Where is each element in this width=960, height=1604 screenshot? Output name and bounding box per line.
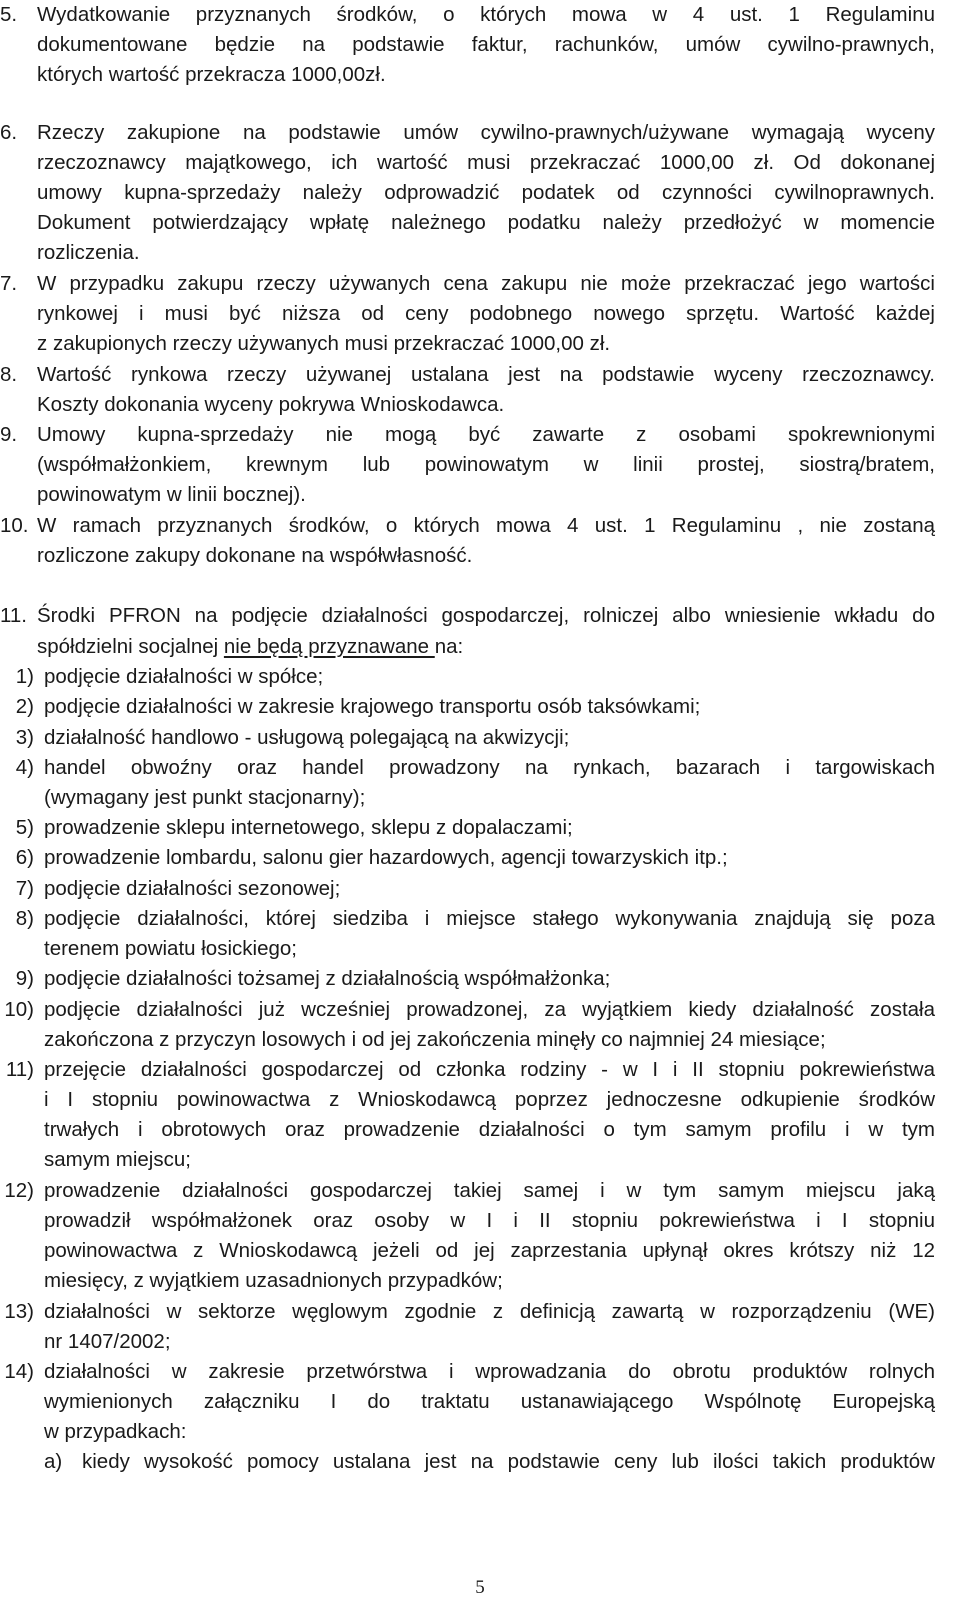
item-text-line: Rzeczy zakupione na podstawie umów cywilno-prawnych/używane wymagają wyceny — [37, 121, 935, 144]
item-number: 14) — [4, 1360, 34, 1383]
page-number: 5 — [475, 1577, 485, 1598]
item-text-line: prowadzenie działalności gospodarczej takiej samej i w tym samym miejscu jaką — [44, 1179, 935, 1202]
item-number: 9) — [15, 967, 34, 990]
item-text-line — [37, 632, 463, 662]
item-text-line: W ramach przyznanych środków, o których mowa 4 ust. 1 Regulaminu , nie zostaną — [37, 514, 935, 537]
item-text-line: trwałych i obrotowych oraz prowadzenie działalności o tym samym profilu i w tym — [44, 1118, 935, 1141]
item-number: 1) — [15, 665, 34, 688]
item-text-line: Dokument potwierdzający wpłatę należnego podatku należy przedłożyć w momencie — [37, 211, 935, 234]
item-number: 2) — [15, 695, 34, 718]
item-text-line: powinowatym w linii bocznej). — [37, 483, 306, 506]
item-text-line: W przypadku zakupu rzeczy używanych cena zakupu nie może przekraczać jego wartości — [37, 272, 935, 295]
item-text-line: zakończona z przyczyn losowych i od jej zakończenia minęły co najmniej 24 miesiące; — [44, 1028, 826, 1051]
item-text-line: których wartość przekracza 1000,00zł. — [37, 63, 386, 86]
item-text-line: w przypadkach: — [44, 1420, 187, 1443]
item-text-line: rozliczone zakupy dokonane na współwłasność. — [37, 544, 473, 567]
item-text-line: i I stopniu powinowactwa z Wnioskodawcą poprzez jednoczesne odkupienie środków — [44, 1088, 935, 1111]
item-text-line: samym miejscu; — [44, 1148, 191, 1171]
item-text-line: prowadzenie sklepu internetowego, sklepu z dopalaczami; — [44, 816, 573, 839]
item-number: 13) — [4, 1300, 34, 1323]
item-text-line: Wartość rynkowa rzeczy używanej ustalana jest na podstawie wyceny rzeczoznawcy. — [37, 363, 935, 386]
item-number: 6) — [15, 846, 34, 869]
item-number: 6. — [0, 121, 18, 144]
item-text-line: Wydatkowanie przyznanych środków, o których mowa w 4 ust. 1 Regulaminu — [37, 3, 935, 26]
item-text-line: Koszty dokonania wyceny pokrywa Wnioskodawca. — [37, 393, 505, 416]
item-text-line: podjęcie działalności w spółce; — [44, 665, 324, 688]
item-text-line: (współmałżonkiem, krewnym lub powinowatym w linii prostej, siostrą/bratem, — [37, 453, 935, 476]
item-text-line: podjęcie działalności już wcześniej prowadzonej, za wyjątkiem kiedy działalność została — [44, 998, 935, 1021]
text-fragment: na: — [434, 635, 464, 658]
item-text-line: z zakupionych rzeczy używanych musi przekraczać 1000,00 zł. — [37, 332, 611, 355]
item-number: 12) — [4, 1179, 34, 1202]
item-text-line: działalności w sektorze węglowym zgodnie z definicją zawartą w rozporządzeniu (WE) — [44, 1300, 935, 1323]
item-number: 4) — [15, 756, 34, 779]
item-number: 7) — [15, 877, 34, 900]
item-number: 8) — [15, 907, 34, 930]
item-text-line: podjęcie działalności, której siedziba i miejsce stałego wykonywania znajdują się poza — [44, 907, 935, 930]
item-number: 5. — [0, 3, 18, 26]
item-number: 11) — [5, 1058, 34, 1081]
item-text-line: wymienionych załączniku I do traktatu ustanawiającego Wspólnotę Europejską — [44, 1390, 935, 1413]
item-text-line: Środki PFRON na podjęcie działalności gospodarczej, rolniczej albo wniesienie wkładu do — [37, 604, 935, 627]
item-number: a) — [44, 1450, 63, 1473]
item-text-line: prowadzenie lombardu, salonu gier hazardowych, agencji towarzyskich itp.; — [44, 846, 728, 869]
item-text-line: handel obwoźny oraz handel prowadzony na rynkach, bazarach i targowiskach — [44, 756, 935, 779]
item-text-line: działalności w zakresie przetwórstwa i wprowadzania do obrotu produktów rolnych — [44, 1360, 935, 1383]
item-number: 8. — [0, 363, 18, 386]
item-number: 11. — [0, 604, 27, 627]
item-number: 10) — [4, 998, 34, 1021]
item-text-line: terenem powiatu łosickiego; — [44, 937, 297, 960]
item-text-line: przejęcie działalności gospodarczej od członka rodziny - w I i II stopniu pokrewieństwa — [44, 1058, 935, 1081]
item-number: 10. — [0, 514, 29, 537]
item-text-line: rozliczenia. — [37, 241, 140, 264]
item-text-line: rzeczoznawcy majątkowego, ich wartość musi przekraczać 1000,00 zł. Od dokonanej — [37, 151, 935, 174]
item-text-line: rynkowej i musi być niższa od ceny podobnego nowego sprzętu. Wartość każdej — [37, 302, 935, 325]
item-text-line: miesięcy, z wyjątkiem uzasadnionych przypadków; — [44, 1269, 503, 1292]
item-text-line: podjęcie działalności tożsamej z działalnością współmałżonka; — [44, 967, 611, 990]
item-text-line: prowadził współmałżonek oraz osoby w I i II stopniu pokrewieństwa i I stopniu — [44, 1209, 935, 1232]
underlined-emphasis: nie będą przyznawane — [223, 635, 435, 658]
item-number: 3) — [15, 726, 34, 749]
item-text-line: umowy kupna-sprzedaży należy odprowadzić podatek od czynności cywilnoprawnych. — [37, 181, 935, 204]
item-number: 5) — [15, 816, 34, 839]
item-text-line: powinowactwa z Wnioskodawcą jeżeli od jej zaprzestania upłynął okres krótszy niż 12 — [44, 1239, 935, 1262]
item-text-line: działalność handlowo - usługową polegającą na akwizycji; — [44, 726, 570, 749]
item-text-line: Umowy kupna-sprzedaży nie mogą być zawarte z osobami spokrewnionymi — [37, 423, 935, 446]
item-number: 9. — [0, 423, 18, 446]
item-text-line: dokumentowane będzie na podstawie faktur, rachunków, umów cywilno-prawnych, — [37, 33, 935, 56]
item-text-line: podjęcie działalności w zakresie krajowego transportu osób taksówkami; — [44, 695, 701, 718]
item-number: 7. — [0, 272, 18, 295]
text-fragment: spółdzielni socjalnej — [37, 635, 224, 658]
item-text-line: kiedy wysokość pomocy ustalana jest na podstawie ceny lub ilości takich produktów — [82, 1450, 935, 1473]
item-text-line: nr 1407/2002; — [44, 1330, 171, 1353]
item-text-line: podjęcie działalności sezonowej; — [44, 877, 341, 900]
item-text-line: (wymagany jest punkt stacjonarny); — [44, 786, 366, 809]
